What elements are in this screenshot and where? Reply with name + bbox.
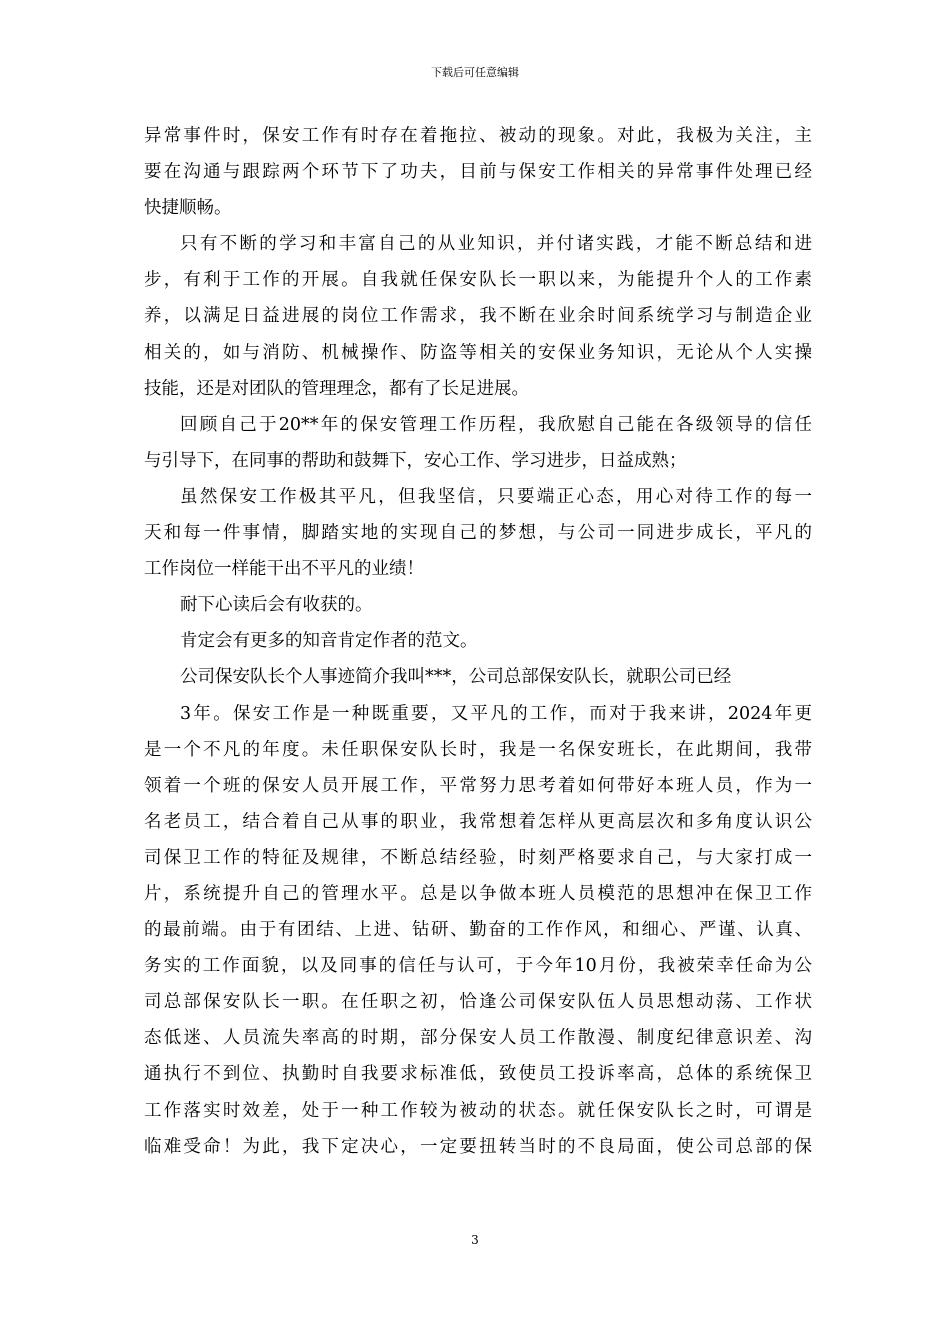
text-line: 的最前端。由于有团结、上进、钻研、勤奋的工作作风，和细心、严谨、认真、 [144, 920, 812, 941]
text-line: 通执行不到位、执勤时自我要求标准低，致使员工投诉率高，总体的系统保卫 [144, 1064, 812, 1085]
document-body [144, 118, 812, 1165]
text-line: 养，以满足日益进展的岗位工作需求，我不断在业余时间系统学习与制造企业 [144, 306, 812, 327]
paragraph-start-line: 耐下心读后会有收获的。 [180, 595, 373, 616]
text-line: 与引导下，在同事的帮助和鼓舞下，安心工作、学习进步，日益成熟； [144, 450, 687, 471]
paragraph-start-line: 回顾自己于20**年的保安管理工作历程，我欣慰自己能在各级领导的信任 [180, 414, 812, 435]
text-line: 3年。保安工作是一种既重要，又平凡的工作，而对于我来讲，2024年更 [180, 703, 812, 724]
text-line: 快捷顺畅。 [144, 198, 232, 219]
text-line: 务实的工作面貌，以及同事的信任与认可，于今年10月份，我被荣幸任命为公 [144, 956, 812, 977]
text-line: 工作落实时效差，处于一种工作较为被动的状态。就任保安队长之时，可谓是 [144, 1100, 812, 1121]
text-line: 技能，还是对团队的管理理念，都有了长足进展。 [144, 378, 529, 399]
paragraph-start-line: 虽然保安工作极其平凡，但我坚信，只要端正心态，用心对待工作的每一 [180, 486, 812, 507]
text-line: 步，有利于工作的开展。自我就任保安队长一职以来，为能提升个人的工作素 [144, 270, 812, 291]
text-line: 临难受命！为此，我下定决心，一定要扭转当时的不良局面，使公司总部的保 [144, 1136, 812, 1157]
text-line: 工作岗位一样能干出不平凡的业绩！ [144, 559, 424, 580]
page-header: 下载后可任意编辑 [431, 66, 519, 79]
text-line: 名老员工，结合着自己从事的职业，我常想着怎样从更高层次和多角度认识公 [144, 811, 812, 832]
page-number: 3 [471, 1233, 479, 1247]
text-line: 要在沟通与跟踪两个环节下了功夫，目前与保安工作相关的异常事件处理已经 [144, 162, 812, 183]
text-line: 片，系统提升自己的管理水平。总是以争做本班人员模范的思想冲在保卫工作 [144, 883, 812, 904]
text-line: 相关的，如与消防、机械操作、防盗等相关的安保业务知识，无论从个人实操 [144, 342, 812, 363]
text-line: 领着一个班的保安人员开展工作，平常努力思考着如何带好本班人员，作为一 [144, 775, 812, 796]
paragraph-start-line: 只有不断的学习和丰富自己的从业知识，并付诸实践，才能不断总结和进 [180, 234, 812, 255]
text-line: 异常事件时，保安工作有时存在着拖拉、被动的现象。对此，我极为关注，主 [144, 126, 812, 146]
paragraph-start-line: 公司保安队长个人事迹简介我叫***，公司总部保安队长，就职公司已经 [180, 667, 732, 688]
text-line: 天和每一件事情，脚踏实地的实现自己的梦想，与公司一同进步成长，平凡的 [144, 523, 812, 544]
text-line: 司总部保安队长一职。在任职之初，恰逢公司保安队伍人员思想动荡、工作状 [144, 992, 812, 1013]
text-line: 是一个不凡的年度。未任职保安队长时，我是一名保安班长，在此期间，我带 [144, 739, 812, 760]
paragraph-start-line: 肯定会有更多的知音肯定作者的范文。 [180, 631, 478, 652]
text-line: 态低迷、人员流失率高的时期，部分保安人员工作散漫、制度纪律意识差、沟 [144, 1028, 812, 1049]
text-line: 司保卫工作的特征及规律，不断总结经验，时刻严格要求自己，与大家打成一 [144, 847, 812, 868]
